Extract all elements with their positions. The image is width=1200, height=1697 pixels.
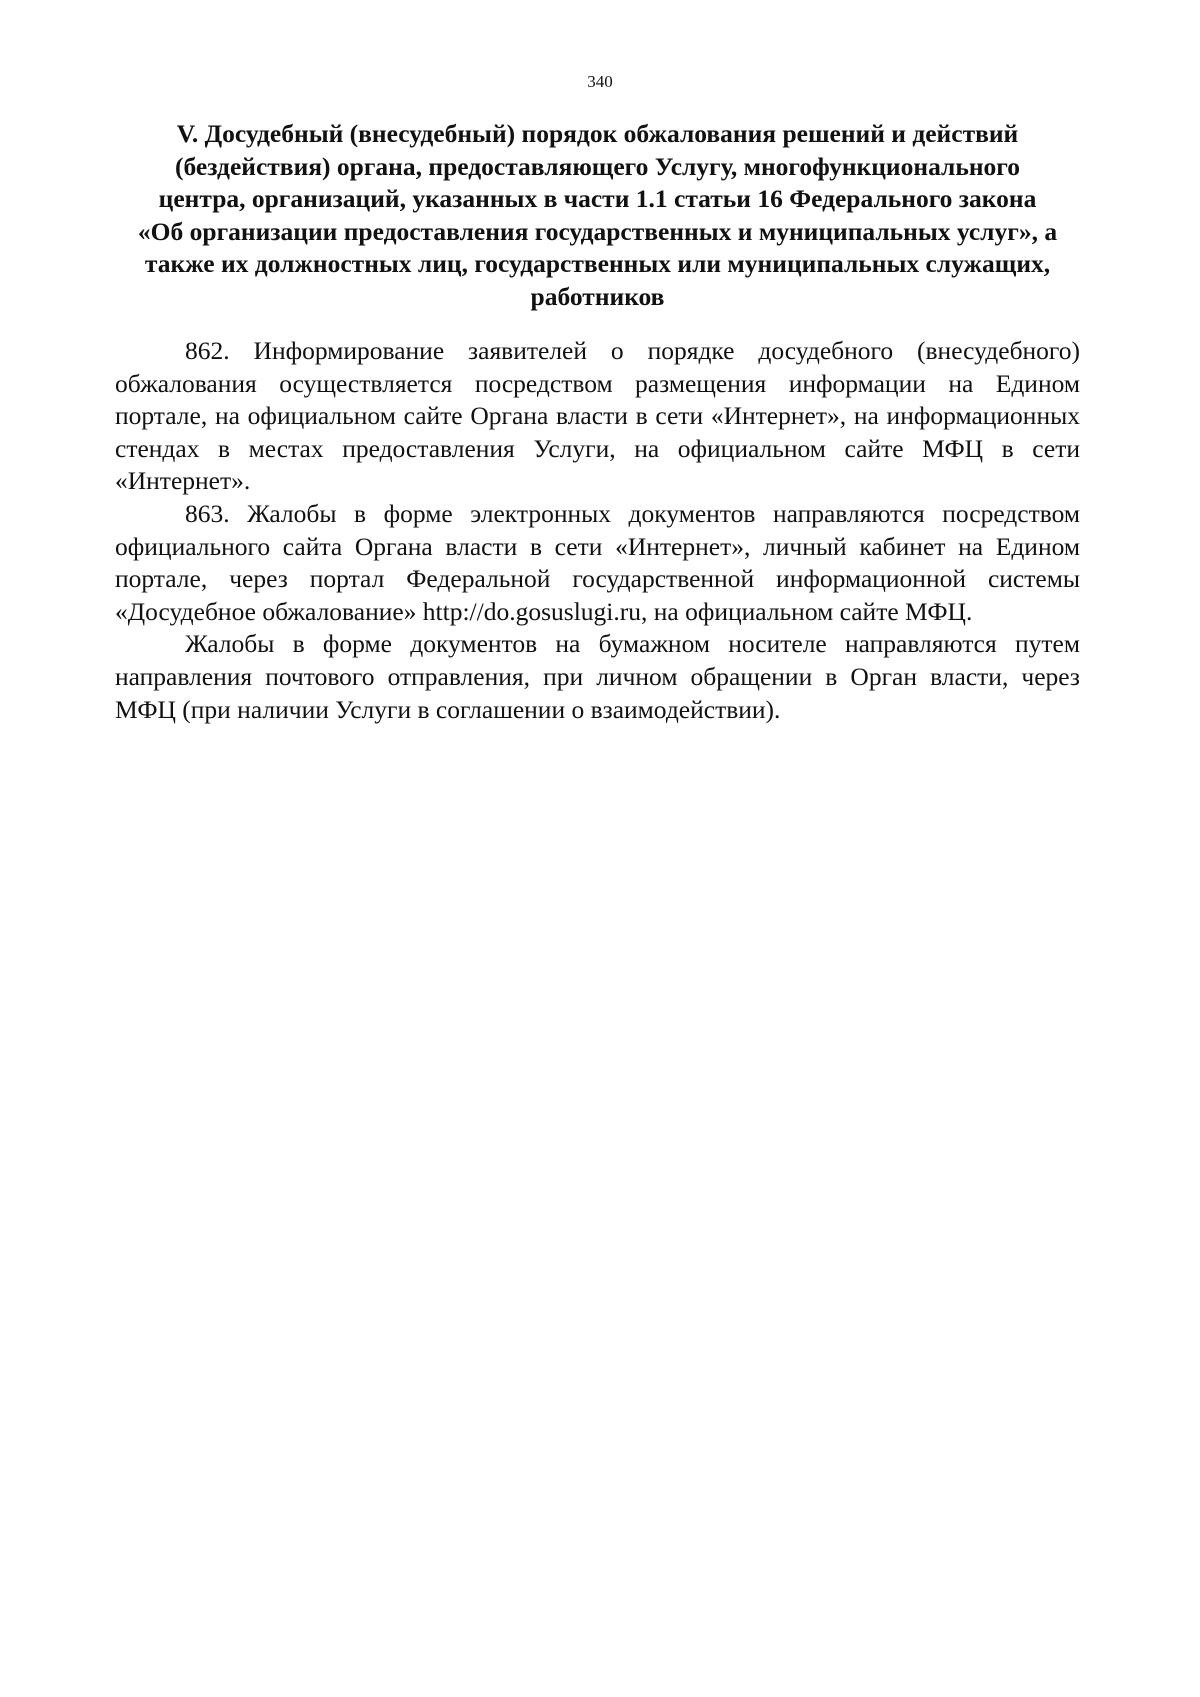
section-title-line: работников	[530, 281, 665, 311]
paragraph-863: 863. Жалобы в форме электронных документов направляются посредством официального сайта Органа власти в сети «Интернет», личный кабинет на Едином портале, через портал Федеральной государственной информационной системы «Досудебное обжалование» http://do.gosuslugi.ru, на официальном сайте МФЦ.	[115, 498, 1080, 626]
section-title-line: «Об организации предоставления государственных и муниципальных услуг», а	[137, 216, 1058, 246]
paragraph-paper-complaints: Жалобы в форме документов на бумажном носителе направляются путем направления почтового отправления, при личном обращении в Орган власти, через МФЦ (при наличии Услуги в соглашении о взаимодействии).	[115, 629, 1080, 724]
page-content	[115, 118, 1080, 726]
page-number: 340	[587, 72, 613, 91]
paragraph-862: 862. Информирование заявителей о порядке досудебного (внесудебного) обжалования осуществляется посредством размещения информации на Едином портале, на официальном сайте Органа власти в сети «Интернет», на информационных стендах в местах предоставления Услуги, на официальном сайте МФЦ в сети «Интернет».	[115, 336, 1080, 496]
section-title-line: также их должностных лиц, государственных или муниципальных служащих,	[144, 249, 1051, 278]
section-title-line: V. Досудебный (внесудебный) порядок обжалования решений и действий	[176, 119, 1019, 148]
section-title-line: центра, организаций, указанных в части 1.1 статьи 16 Федерального закона	[158, 184, 1037, 213]
body-text	[115, 335, 1080, 726]
section-title-line: (бездействия) органа, предоставляющего Услугу, многофункционального	[175, 151, 1020, 181]
section-title	[115, 118, 1080, 313]
